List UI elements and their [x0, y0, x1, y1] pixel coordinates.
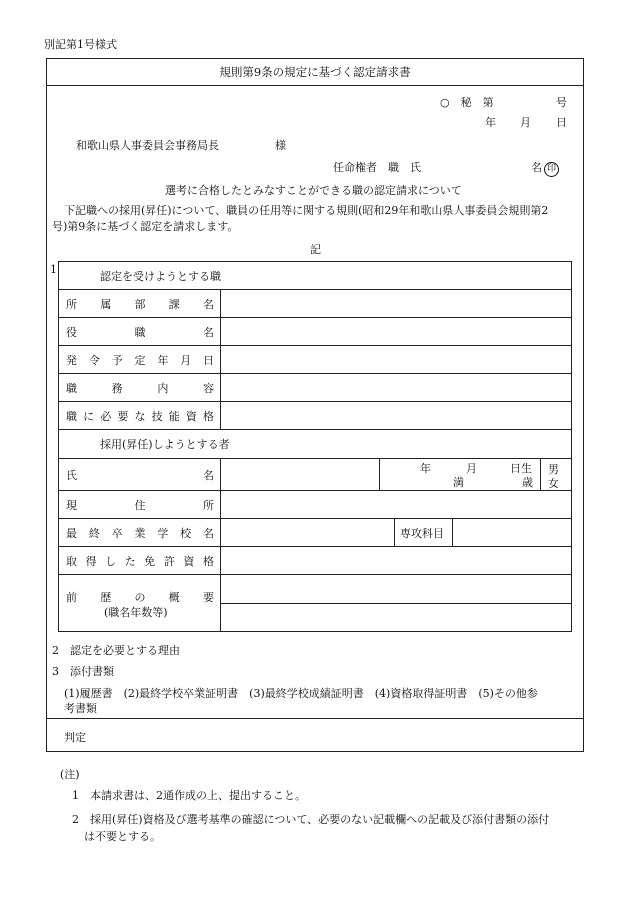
- label-address: 現 住 所: [66, 498, 214, 512]
- seal-icon: 印: [544, 162, 559, 177]
- section1-heading: 認定を受けようとする職: [100, 269, 221, 283]
- attachments-line1: (1)履歴書 (2)最終学校卒業証明書 (3)最終学校成績証明書 (4)資格取得証明書 (5)その他参: [64, 687, 538, 700]
- seal-area: [531, 159, 559, 177]
- ki-label: 記: [310, 243, 321, 256]
- subject: 選考に合格したとみなすことができる職の認定請求について: [165, 184, 462, 197]
- label-major: 専攻科目: [400, 526, 444, 540]
- label-position: 役 職 名: [66, 325, 214, 339]
- gender-female: 女: [548, 477, 559, 490]
- notes-heading: (注): [60, 768, 80, 781]
- label-appointment-date: 発 令 予 定 年 月 日: [66, 353, 214, 367]
- honorific: 様: [275, 139, 286, 152]
- date-year: 年: [485, 116, 496, 129]
- section2-label: 2 認定を必要とする理由: [52, 644, 180, 657]
- label-school: 最 終 卒 業 学 校 名: [66, 526, 214, 540]
- label-career-sub: (職名年数等): [104, 606, 168, 619]
- number-suffix: 号: [556, 96, 567, 109]
- body-text-line2: 号)第9条に基づく認定を請求します。: [52, 220, 239, 233]
- form-title: 規則第9条の規定に基づく認定請求書: [219, 65, 411, 79]
- body-text-line1: 下記職への採用(昇任)について、職員の任用等に関する規則(昭和29年和歌山県人事委員会規則第2: [64, 204, 549, 217]
- label-name: 氏 名: [66, 468, 214, 482]
- frame-left: [46, 58, 47, 752]
- birth-month: 月: [466, 462, 477, 475]
- appointer-label: 任命権者 職 氏: [333, 161, 421, 174]
- note-2-line1: 2 採用(昇任)資格及び選考基準の確認について、必要のない記載欄への記載及び添付書類の添付: [72, 813, 550, 826]
- form-label: 別記第1号様式: [44, 38, 117, 51]
- person-heading: 採用(昇任)しようとする者: [100, 438, 230, 451]
- birth-day: 日生: [510, 462, 532, 475]
- label-career: 前 歴 の 概 要: [66, 591, 214, 604]
- section3-label: 3 添付書類: [52, 665, 114, 678]
- attachments-line2: 考書類: [64, 702, 97, 715]
- secret-mark: ○ 秘 第: [440, 96, 494, 109]
- gender-male: 男: [548, 463, 559, 476]
- note-2-line2: は不要とする。: [84, 830, 161, 843]
- judgment-label: 判定: [64, 731, 86, 744]
- age-full: 満: [453, 476, 464, 489]
- frame-top: [46, 58, 584, 59]
- label-department: 所 属 部 課 名: [66, 297, 214, 311]
- frame-bottom: [46, 751, 584, 752]
- note-1: 1 本請求書は、2通作成の上、提出すること。: [72, 789, 306, 802]
- label-qualifications: 職 に 必 要 な 技 能 資 格: [66, 409, 214, 423]
- label-licenses: 取 得 し た 免 許 資 格: [66, 554, 214, 568]
- age-unit: 歳: [522, 476, 533, 489]
- date-month: 月: [520, 116, 531, 129]
- name-label: 名: [531, 161, 542, 174]
- frame-right: [583, 58, 584, 752]
- title-divider: [46, 85, 584, 86]
- judgment-divider: [46, 718, 584, 719]
- section1-number: 1: [50, 263, 57, 276]
- label-duties: 職 務 内 容: [66, 381, 214, 395]
- date-day: 日: [556, 116, 567, 129]
- addressee: 和歌山県人事委員会事務局長: [76, 139, 219, 152]
- birth-year: 年: [420, 462, 431, 475]
